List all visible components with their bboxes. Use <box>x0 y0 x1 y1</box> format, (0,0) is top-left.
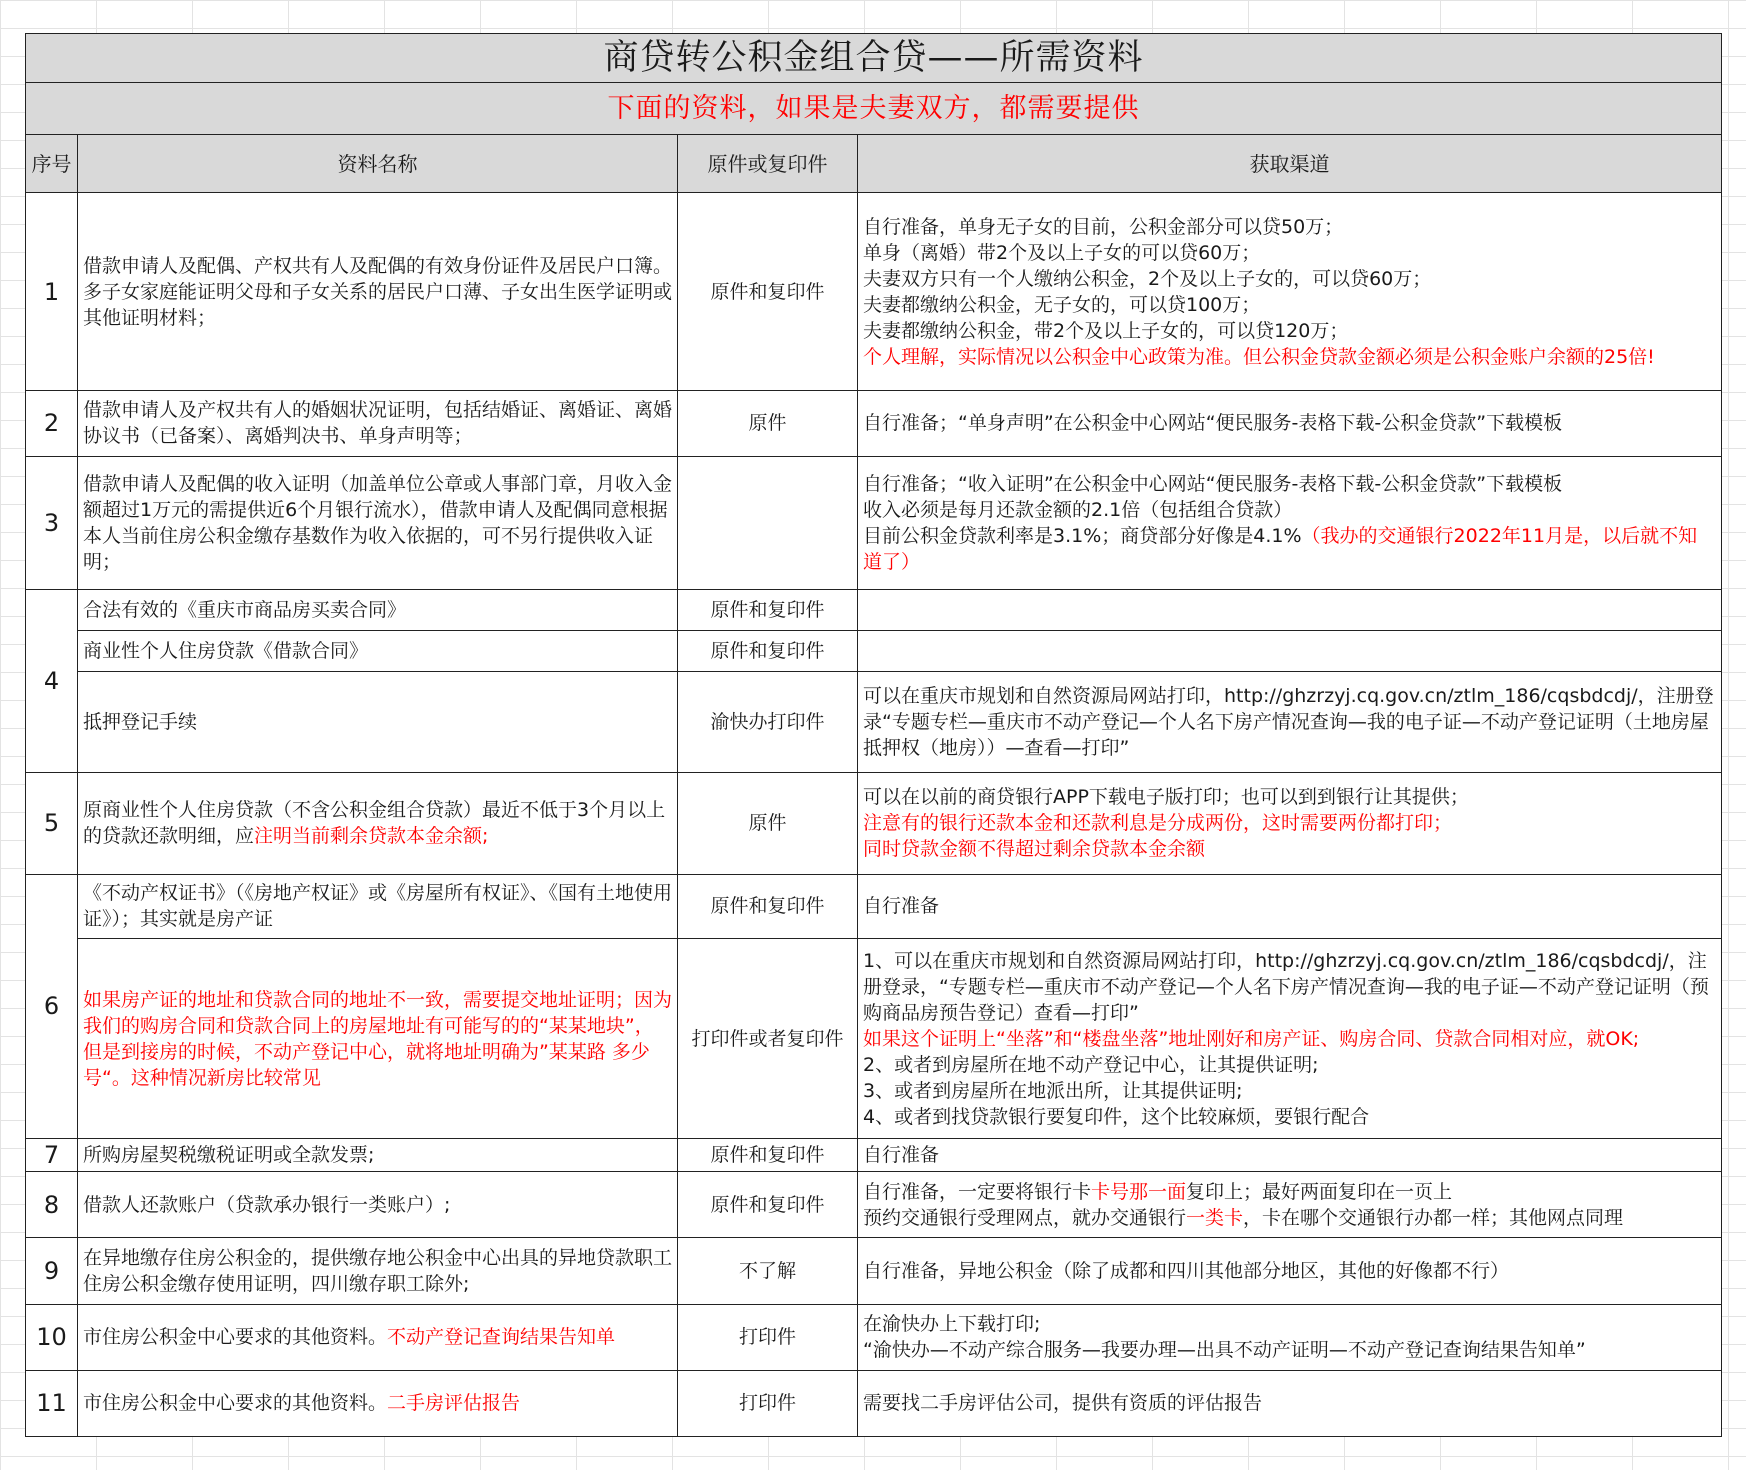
copy-type[interactable]: 原件 <box>678 390 858 456</box>
row-number[interactable]: 11 <box>26 1370 78 1436</box>
copy-type[interactable]: 原件和复印件 <box>678 193 858 390</box>
source-line <box>863 1179 1716 1205</box>
material-name[interactable]: 借款申请人及配偶的收入证明（加盖单位公章或人事部门章，月收入金额超过1万元的需提供近6个月银行流水），借款申请人及配偶同意根据本人当前住房公积金缴存基数作为收入依据的，可不另行提供收入证明； <box>78 456 678 589</box>
source-text: 预约交通银行受理网点，就办交通银行 <box>863 1206 1187 1229</box>
material-name[interactable] <box>78 772 678 874</box>
material-name[interactable] <box>78 1370 678 1436</box>
source-cell[interactable]: 需要找二手房评估公司，提供有资质的评估报告 <box>858 1370 1722 1436</box>
source-line: 夫妻都缴纳公积金，无子女的，可以贷100万； <box>863 293 1261 316</box>
source-text: 目前公积金贷款利率是3.1%；商贷部分好像是4.1% <box>863 525 1302 548</box>
source-line: “渝快办—不动产综合服务—我要办理—出具不动产证明—不动产登记查询结果告知单” <box>863 1339 1586 1362</box>
row-number[interactable]: 1 <box>26 193 78 390</box>
header-no[interactable]: 序号 <box>26 135 78 193</box>
table-row <box>26 874 1722 938</box>
material-name[interactable]: 借款申请人及配偶、产权共有人及配偶的有效身份证件及居民户口簿。多子女家庭能证明父母和子女关系的居民户口薄、子女出生医学证明或其他证明材料； <box>78 193 678 390</box>
source-cell[interactable] <box>858 456 1722 589</box>
source-line: 4、或者到找贷款银行要复印件，这个比较麻烦，要银行配合 <box>863 1105 1370 1128</box>
copy-type[interactable]: 打印件 <box>678 1304 858 1370</box>
copy-type[interactable]: 不了解 <box>678 1238 858 1304</box>
table-row <box>26 938 1722 1138</box>
source-line: 夫妻都缴纳公积金，带2个及以上子女的，可以贷120万； <box>863 319 1349 342</box>
row-number[interactable]: 6 <box>26 874 78 1139</box>
source-line: 在渝快办上下载打印; <box>863 1313 1041 1336</box>
table-row <box>26 1172 1722 1238</box>
material-name[interactable]: 借款人还款账户（贷款承办银行一类账户）; <box>78 1172 678 1238</box>
copy-type[interactable]: 原件和复印件 <box>678 631 858 672</box>
source-line: 1、可以在重庆市规划和自然资源局网站打印，http://ghzrzyj.cq.gov.cn/ztlm_186/cqsbdcdj/，注册登录，“专题专栏—重庆市不动产登记—个人名下房产情况查询—我的电子证—不动产登记证明（预购商品房预告登记）查看—打印” <box>863 949 1709 1024</box>
copy-type[interactable] <box>678 456 858 589</box>
material-name[interactable]: 所购房屋契税缴税证明或全款发票; <box>78 1139 678 1172</box>
source-highlight: 一类卡 <box>1186 1206 1244 1229</box>
source-line: 2、或者到房屋所在地不动产登记中心，让其提供证明; <box>863 1053 1319 1076</box>
source-line: 3、或者到房屋所在地派出所，让其提供证明; <box>863 1079 1243 1102</box>
row-number[interactable]: 10 <box>26 1304 78 1370</box>
copy-type[interactable]: 原件和复印件 <box>678 590 858 631</box>
source-cell[interactable]: 自行准备，异地公积金（除了成都和四川其他部分地区，其他的好像都不行） <box>858 1238 1722 1304</box>
row-number[interactable]: 7 <box>26 1139 78 1172</box>
material-warning: 注明当前剩余贷款本金余额; <box>254 825 489 848</box>
table-row <box>26 1304 1722 1370</box>
source-cell[interactable] <box>858 772 1722 874</box>
material-text: 市住房公积金中心要求的其他资料。 <box>83 1392 388 1415</box>
subtitle-note[interactable]: 下面的资料，如果是夫妻双方，都需要提供 <box>26 83 1722 135</box>
source-cell[interactable] <box>858 631 1722 672</box>
source-cell[interactable]: 自行准备；“单身声明”在公积金中心网站“便民服务-表格下载-公积金贷款”下载模板 <box>858 390 1722 456</box>
copy-type[interactable]: 渝快办打印件 <box>678 672 858 772</box>
material-name[interactable]: 在异地缴存住房公积金的，提供缴存地公积金中心出具的异地贷款职工住房公积金缴存使用证明，四川缴存职工除外; <box>78 1238 678 1304</box>
source-cell[interactable]: 可以在重庆市规划和自然资源局网站打印，http://ghzrzyj.cq.gov.cn/ztlm_186/cqsbdcdj/，注册登录“专题专栏—重庆市不动产登记—个人名下房产情况查询—我的电子证—不动产登记证明（土地房屋抵押权（地房））—查看—打印” <box>858 672 1722 772</box>
material-name[interactable]: 抵押登记手续 <box>78 672 678 772</box>
table-row <box>26 1139 1722 1172</box>
table-row <box>26 590 1722 631</box>
source-cell[interactable] <box>858 938 1722 1138</box>
table-row <box>26 193 1722 390</box>
material-text: 市住房公积金中心要求的其他资料。 <box>83 1326 388 1349</box>
table-row <box>26 390 1722 456</box>
header-source[interactable]: 获取渠道 <box>858 135 1722 193</box>
source-line: 自行准备；“收入证明”在公积金中心网站“便民服务-表格下载-公积金贷款”下载模板 <box>863 473 1563 496</box>
row-number[interactable]: 8 <box>26 1172 78 1238</box>
header-copy[interactable]: 原件或复印件 <box>678 135 858 193</box>
material-name[interactable] <box>78 1304 678 1370</box>
source-line: 夫妻双方只有一个人缴纳公积金，2个及以上子女的，可以贷60万； <box>863 267 1432 290</box>
source-line <box>863 1205 1716 1231</box>
material-text: 原商业性个人住房贷款（不含公积金组合贷款）最近不低于3个月以上的贷款还款明细，应 <box>83 799 666 848</box>
source-warning: 注意有的银行还款本金和还款利息是分成两份，这时需要两份都打印； <box>863 812 1453 835</box>
copy-type[interactable]: 原件和复印件 <box>678 874 858 938</box>
source-highlight: 卡号那一面 <box>1091 1180 1187 1203</box>
material-warning: 二手房评估报告 <box>387 1392 521 1415</box>
copy-type[interactable]: 打印件 <box>678 1370 858 1436</box>
material-warning[interactable]: 如果房产证的地址和贷款合同的地址不一致，需要提交地址证明；因为我们的购房合同和贷款合同上的房屋地址有可能写的的“某某地块”，但是到接房的时候，不动产登记中心，就将地址明确为”某某路 多少号“。这种情况新房比较常见 <box>78 938 678 1138</box>
source-cell[interactable]: 自行准备 <box>858 1139 1722 1172</box>
table-row <box>26 631 1722 672</box>
copy-type[interactable]: 原件和复印件 <box>678 1139 858 1172</box>
source-cell[interactable] <box>858 1304 1722 1370</box>
source-cell[interactable] <box>858 193 1722 390</box>
copy-type[interactable]: 原件和复印件 <box>678 1172 858 1238</box>
source-text: ，卡在哪个交通银行办都一样；其他网点同理 <box>1243 1206 1624 1229</box>
source-warning: 如果这个证明上“坐落”和“楼盘坐落”地址刚好和房产证、购房合同、贷款合同相对应，就OK; <box>863 1027 1640 1050</box>
table-row <box>26 772 1722 874</box>
header-row <box>26 135 1722 193</box>
table-row <box>26 672 1722 772</box>
table-row <box>26 1238 1722 1304</box>
page-title[interactable]: 商贷转公积金组合贷——所需资料 <box>26 34 1722 83</box>
source-text: 自行准备，一定要将银行卡 <box>863 1180 1092 1203</box>
table-row <box>26 1370 1722 1436</box>
source-warning: （我办的交通银行2022年11月是，以后就不知道了） <box>863 525 1698 574</box>
row-number[interactable]: 5 <box>26 772 78 874</box>
source-text: 复印上；最好两面复印在一页上 <box>1186 1180 1453 1203</box>
source-warning: 同时贷款金额不得超过剩余贷款本金余额 <box>863 838 1206 861</box>
copy-type[interactable]: 打印件或者复印件 <box>678 938 858 1138</box>
material-name[interactable]: 商业性个人住房贷款《借款合同》 <box>78 631 678 672</box>
material-name[interactable]: 借款申请人及产权共有人的婚姻状况证明，包括结婚证、离婚证、离婚协议书（已备案）、离婚判决书、单身声明等； <box>78 390 678 456</box>
row-number[interactable]: 4 <box>26 590 78 772</box>
source-line: 单身（离婚）带2个及以上子女的可以贷60万； <box>863 241 1261 264</box>
source-line: 自行准备，单身无子女的目前，公积金部分可以贷50万； <box>863 215 1344 238</box>
source-cell[interactable] <box>858 1172 1722 1238</box>
row-number[interactable]: 9 <box>26 1238 78 1304</box>
source-cell[interactable] <box>858 590 1722 631</box>
header-name[interactable]: 资料名称 <box>78 135 678 193</box>
copy-type[interactable]: 原件 <box>678 772 858 874</box>
materials-table <box>25 33 1722 1437</box>
source-cell[interactable]: 自行准备 <box>858 874 1722 938</box>
row-number[interactable]: 3 <box>26 456 78 589</box>
table-row <box>26 456 1722 589</box>
source-line: 收入必须是每月还款金额的2.1倍（包括组合贷款） <box>863 499 1293 522</box>
source-warning: 个人理解，实际情况以公积金中心政策为准。但公积金贷款金额必须是公积金账户余额的25倍! <box>863 345 1655 368</box>
row-number[interactable]: 2 <box>26 390 78 456</box>
source-line <box>863 523 1716 575</box>
material-warning: 不动产登记查询结果告知单 <box>387 1326 616 1349</box>
source-line: 可以在以前的商贷银行APP下载电子版打印；也可以到到银行让其提供； <box>863 786 1469 809</box>
material-name[interactable]: 合法有效的《重庆市商品房买卖合同》 <box>78 590 678 631</box>
material-name[interactable]: 《不动产权证书》（《房地产权证》或《房屋所有权证》、《国有土地使用证》）；其实就是房产证 <box>78 874 678 938</box>
